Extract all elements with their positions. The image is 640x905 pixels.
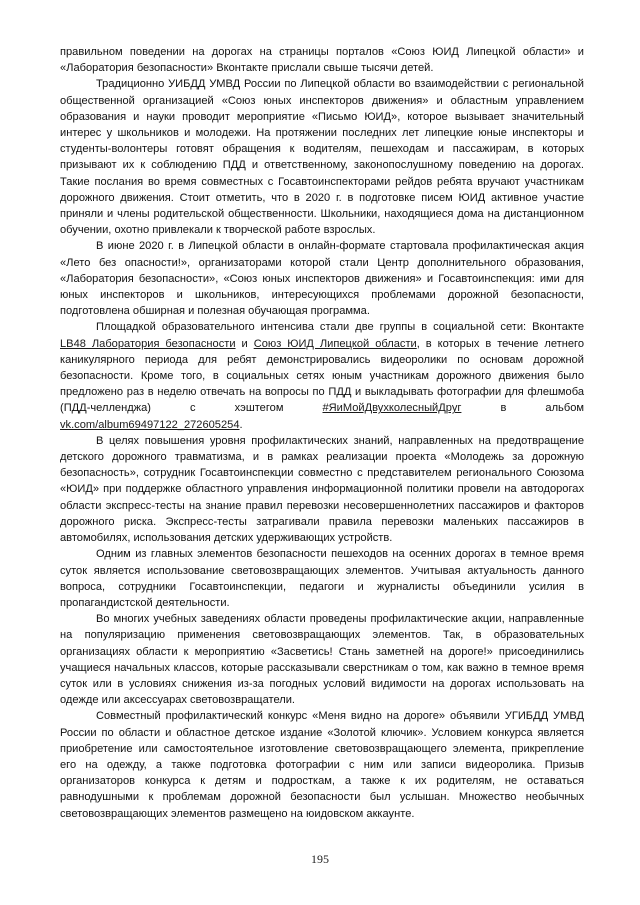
paragraph-reflective-elements: Одним из главных элементов безопасности пешеходов на осенних дорогах в темное время суток является использование световозвращающих элементов. Учитывая актуальность данного вопроса, сотрудники Госавтоинспекции, педагоги и журналисты объединили усилия в пропагандистской деятельности. (60, 548, 584, 609)
paragraph-text: . (239, 418, 243, 431)
link-hashtag[interactable]: #ЯиМойДвухколесныйДруг (322, 402, 462, 415)
document-page (60, 44, 584, 822)
paragraph-school-actions: Во многих учебных заведениях области проведены профилактические акции, направленные на популяризацию применения световозвращающих элементов. Так, в образовательных организациях области к мероприятию «Засветись! Стань заметней на дороге!» присоединились учащиеся начальных классов, которые рассказывали сверстникам о том, как важно в темное время суток или в условиях снижения из-за погодных условий видимости на дорогах использовать на одежде или аксессуарах световозвращатели. (60, 613, 584, 707)
paragraph-text: , в которых в течение летнего каникулярного периода для ребят демонстрировались видеоролики по основам дорожной безопасности. Кроме того, в социальных сетях юным участникам дорожного движения было предложено раз в неделю отвечать на вопросы по ПДД и выкладывать фотографии для флешмоба (ПДД-челленджа) с хэштегом (60, 337, 584, 415)
paragraph-summer-campaign: В июне 2020 г. в Липецкой области в онлайн-формате стартовала профилактическая акция «Лето без опасности!», организаторами которой стали Центр дополнительного образования, «Лаборатория безопасности», «Союз юных инспекторов движения» и Госавтоинспекция: ими для юных инспекторов и школьников, интересующихся проблемами дорожной безопасности, подготовлена обширная и полезная обучающая программа. (60, 240, 584, 318)
paragraph-contest: Совместный профилактический конкурс «Меня видно на дороге» объявили УГИБДД УМВД России по области и областное детское издание «Золотой ключик». Условием конкурса является приобретение или самостоятельное изготовление световозвращающего элемента, прикрепление его на одежду, а также подготовка фотографии с ним или записи видеоролика. Призыв организаторов конкурса к детям и подросткам, а также к их родителям, не оставаться равнодушными к проблемам дорожной безопасности был услышан. Множество необычных световозвращающих элементов размещено на юидовском аккаунте. (60, 710, 584, 820)
link-vk-album[interactable]: vk.com/album69497122_272605254 (60, 418, 240, 431)
paragraph-yid-letter: Традиционно УИБДД УМВД России по Липецкой области во взаимодействии с региональной общественной организацией «Союз юных инспекторов движения» и областным управлением образования и науки проводит мероприятие «Письмо ЮИД», которое вызывает значительный интерес у школьников и молодежи. На протяжении последних лет липецкие юные инспекторы и студенты-волонтеры готовят обращения к водителям, пешеходам и пассажирам, в которых призывают их к соблюдению ПДД и ответственному, законопослушному поведению на дорогах. Такие послания во время совместных с Госавтоинспекторами рейдов ребята вручают участникам дорожного движения. Стоит отметить, что в 2020 г. в подготовке писем ЮИД активное участие приняли и члены родительской общественности. Школьники, находящиеся дома на дистанционном обучении, охотно привлекали к творческой работе взрослых. (60, 78, 584, 237)
paragraph-text: в альбом (461, 402, 584, 415)
paragraph-express-tests: В целях повышения уровня профилактических знаний, направленных на предотвращение детского дорожного травматизма, и в рамках реализации проекта «Молодежь за дорожную безопасность», сотрудник Госавтоинспекции совместно с представителем регионального Союзома «ЮИД» при поддержке областного управления информационной политики провели на автодорогах области экспресс-тесты на знание правил перевозки несовершеннолетних пассажиров и факторов дорожного риска. Экспресс-тесты затрагивали правила перевозки маленьких пассажиров в автомобилях, использования детских удерживающих устройств. (60, 434, 584, 545)
link-lb48-laboratory[interactable]: LB48 Лаборатория безопасности (60, 337, 236, 350)
page-number: 195 (311, 852, 329, 866)
link-yid-lipetsk-union[interactable]: Союз ЮИД Липецкой области (253, 337, 417, 350)
paragraph-continuation: правильном поведении на дорогах на страницы порталов «Союз ЮИД Липецкой области» и «Лаборатория безопасности» Вконтакте прислали свыше тысячи детей. (60, 46, 584, 75)
paragraph-social-groups (60, 319, 584, 432)
paragraph-text: Площадкой образовательного интенсива стали две группы в социальной сети: Вконтакте (96, 321, 584, 334)
paragraph-text: и (235, 337, 254, 350)
